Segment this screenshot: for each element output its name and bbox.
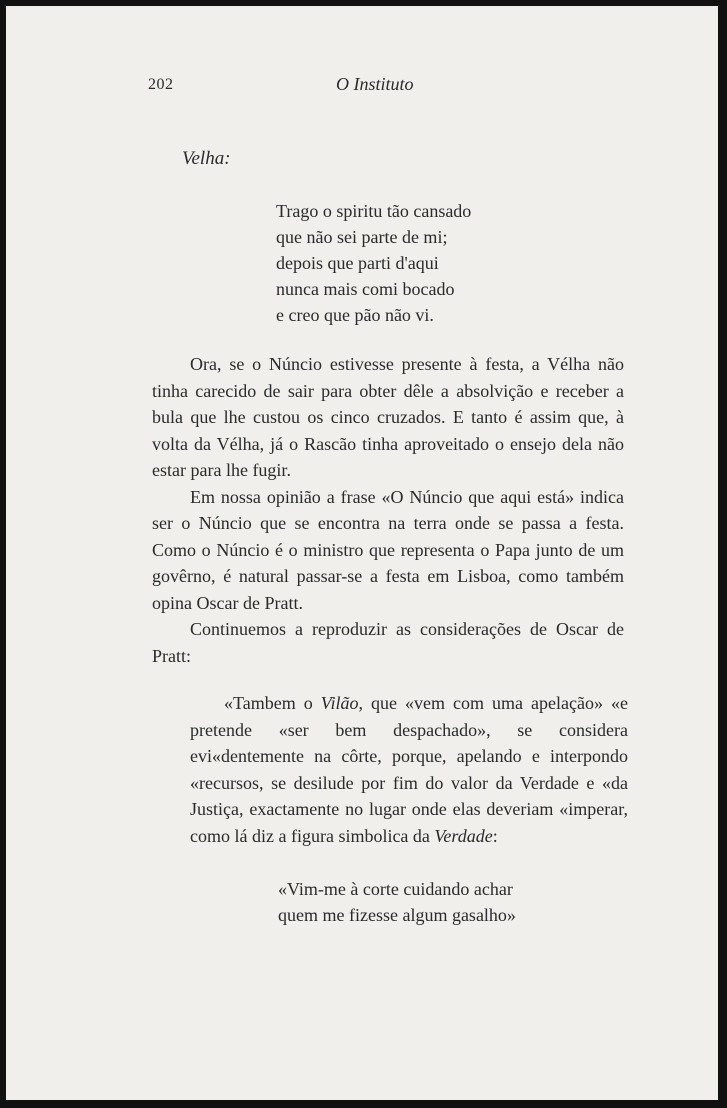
- page-number: 202: [148, 76, 174, 93]
- verse-line: que não sei parte de mi;: [276, 227, 448, 247]
- quote-paragraph: [190, 690, 628, 849]
- verse-line: e creo que pão não vi.: [276, 305, 434, 325]
- paragraph: Continuemos a reproduzir as considerações de Oscar de Pratt:: [152, 619, 624, 666]
- quote-italic: Verdade: [434, 825, 493, 846]
- verse-line: «Vim-me à corte cuidando achar: [278, 879, 513, 899]
- running-title: O Instituto: [336, 74, 414, 94]
- paragraph: Em nossa opinião a frase «O Núncio que aqui está» indica ser o Núncio que se encontra na terra onde se passa a festa. Como o Núncio é o ministro que representa o Papa junto de um govêrno, é natural passar-se a festa em Lisboa, como também opina Oscar de Pratt.: [152, 486, 624, 613]
- quote-text: :: [492, 825, 498, 846]
- verse-block-2: [278, 876, 516, 928]
- quote-text: , que «vem com uma apelação» «e pretende «ser bem despachado», se considera evi«dentemente na côrte, porque, apelando e interpondo «recursos, se desilude por fim do valor da Verdade e «da Justiça, exactamente no lugar onde elas deveriam «imperar, como lá diz a figura simbolica da: [190, 693, 629, 846]
- verse-line: Trago o spiritu tão cansado: [276, 201, 472, 221]
- body-text: [152, 351, 624, 669]
- book-page: [6, 6, 718, 1100]
- speaker-label: Velha:: [182, 148, 231, 169]
- verse-block: [276, 198, 471, 328]
- paragraph: Ora, se o Núncio estivesse presente à festa, a Vélha não tinha carecido de sair para obter dêle a absolvição e receber a bula que lhe custou os cinco cruzados. E tanto é assim que, à volta da Vélha, já o Rascão tinha aproveitado o ensejo dela não estar para lhe fugir.: [152, 354, 624, 480]
- verse-line: depois que parti d'aqui: [276, 253, 439, 273]
- verse-line: quem me fizesse algum gasalho»: [278, 905, 516, 925]
- quote-text: «Tambem o: [224, 693, 321, 713]
- quote-italic: Vilão: [320, 693, 359, 713]
- verse-line: nunca mais comi bocado: [276, 279, 455, 299]
- block-quote: [190, 690, 628, 849]
